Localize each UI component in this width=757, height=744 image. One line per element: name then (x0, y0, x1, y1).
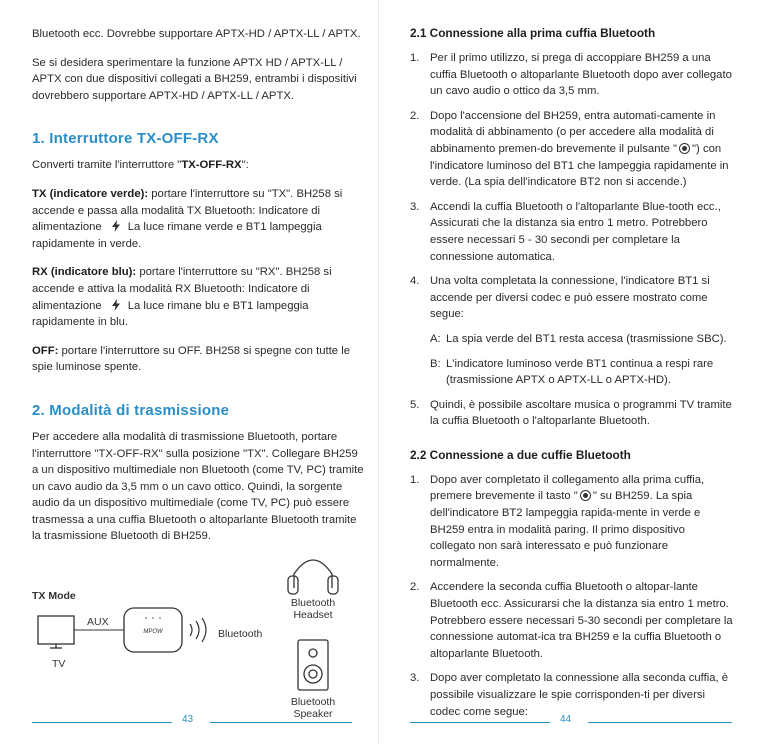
list-item (410, 670, 733, 720)
tx-label: TX (indicatore verde): (32, 187, 149, 200)
intro-paragraph-1: Bluetooth ecc. Dovrebbe supportare APTX-HD / APTX-LL / APTX. (32, 28, 361, 40)
sub-item-text: La spia verde del BT1 resta accesa (trasmissione SBC). (446, 332, 727, 345)
list-item (410, 108, 733, 191)
item-text: Dopo aver completato il collegamento alla prima cuffia, premere brevemente il tasto " (430, 473, 705, 503)
tx-text-2: La luce rimane verde e BT1 lampeggia rapidamente in verde. (32, 221, 322, 250)
sub-item-text: L'indicatore luminoso verde BT1 continua a respi rare (trasmissione APTX o APTX-LL o APTX-HD). (446, 357, 714, 387)
aux-label: AUX (87, 616, 109, 628)
speaker-label-1: Bluetooth (290, 696, 336, 708)
off-label: OFF: (32, 344, 59, 357)
speaker-icon (298, 640, 328, 690)
headphones-icon (288, 560, 338, 594)
item-number: 3. (410, 200, 420, 213)
bluetooth-label: Bluetooth (218, 628, 263, 640)
s1-intro-text: Converti tramite l'interruttore " (32, 159, 182, 172)
pairing-button-icon (580, 490, 591, 501)
list-item (410, 273, 733, 389)
item-number: 2. (410, 109, 420, 122)
right-page (378, 0, 757, 744)
item-text-2: " su BH259. La spia dell'indicatore BT2 lampeggia rapida-mente in verde e BH259 entra in modalità paring. Il primo dispositivo collegato non sarà interessato e può funzionare normalmente. (430, 490, 701, 569)
pairing-button-icon (679, 143, 690, 154)
right-footer (410, 714, 732, 730)
bluetooth-waves-icon (190, 618, 206, 642)
section-2-2-title: 2.2 Connessione a due cuffie Bluetooth (410, 447, 631, 462)
sub-item-label: A: (430, 332, 441, 345)
sub-item-a (430, 331, 733, 348)
item-text: Accendi la cuffia Bluetooth o l'altoparlante Blue-tooth ecc., Assicurati che la distanza sia entro 1 metro. Potrebbero essere necessari 5 - 30 secondi per completare la connessione automatica. (430, 200, 721, 263)
transmitter-icon (124, 608, 182, 652)
s1-intro-end: ": (241, 159, 249, 172)
left-footer (32, 714, 352, 730)
tx-mode-label: TX Mode (32, 590, 76, 602)
tv-label: TV (52, 658, 66, 670)
footer-line (210, 722, 352, 723)
headset-label-1: Bluetooth (290, 597, 336, 609)
speaker-label-2: Speaker (293, 708, 333, 720)
rx-label: RX (indicatore blu): (32, 266, 137, 279)
footer-line (32, 722, 172, 723)
section-1-title: 1. Interruttore TX-OFF-RX (32, 130, 219, 148)
section-2-title: 2. Modalità di trasmissione (32, 401, 230, 419)
section-1-intro (32, 157, 364, 174)
lightning-bolt-icon (110, 299, 122, 311)
brand-label: MPOW (143, 629, 163, 635)
intro-paragraph-2: Se si desidera sperimentare la funzione APTX HD / APTX-LL / APTX con due dispositivi collegati a BH259, entrambi i dispositivi dovrebbero supportare APTX-HD / APTX-LL / APTX. (32, 56, 357, 102)
page-number-left: 43 (182, 714, 194, 725)
item-text: Accendere la seconda cuffia Bluetooth o altopar-lante Bluetooth ecc. Assicurarsi che la distanza sia entro 1 metro. Potrebbero essere necessari 5-30 secondi per completare la connessione automat-ica tra BH259 e la cuffia Bluetooth o altoparlante Bluetooth. (430, 581, 733, 660)
list-item (410, 579, 733, 662)
item-number: 1. (410, 473, 420, 486)
item-number: 3. (410, 672, 420, 685)
section-2-text: Per accedere alla modalità di trasmissione Bluetooth, portare l'interruttore "TX-OFF-RX" sulla posizione "TX". Collegare BH259 a un dispositivo multimediale non Bluetooth (come TV, PC) tramite un cavo audio da 3,5 mm o un cavo ottico. Quindi, la sorgente audio da un dispositivo multimediale (come TV, PC) può essere trasmessa a una cuffia Bluetooth o altoparlante Bluetooth tramite la trasmissione Bluetooth di BH259. (32, 430, 364, 543)
item-text: Per il primo utilizzo, si prega di accoppiare BH259 a una cuffia Bluetooth o altoparlante Bluetooth dopo aver collegato un cavo audio o ottico da 3,5 mm. (430, 52, 732, 98)
off-paragraph (32, 343, 364, 376)
rx-text: portare l'interruttore su "RX". BH258 si accende e attiva la modalità RX Bluetooth: Indicatore di alimentazione (32, 266, 332, 312)
list-item (410, 50, 733, 100)
item-text-2: ") con l'indicatore luminoso del BT1 che lampeggia rapidamente in verde. (La spia dell'indicatore BT2 non si accende.) (430, 142, 729, 189)
footer-line (588, 722, 732, 723)
item-text: Dopo l'accensione del BH259, entra automati-camente in modalità di abbinamento (o per accedere alla modalità di abbinamento premen-do brevemente il pulsante " (430, 109, 716, 155)
steps-list-2-2 (410, 472, 733, 720)
section-2-1-title: 2.1 Connessione alla prima cuffia Bluetooth (410, 26, 656, 40)
sub-item-label: B: (430, 357, 441, 370)
list-item (410, 472, 733, 572)
steps-list-2-1 (410, 50, 733, 430)
list-item (410, 199, 733, 265)
tx-mode-diagram (32, 548, 362, 728)
s1-switch-name: TX-OFF-RX (181, 159, 242, 172)
page-number-right: 44 (560, 714, 572, 725)
tx-paragraph (32, 186, 364, 252)
item-number: 5. (410, 398, 420, 411)
rx-paragraph (32, 264, 364, 330)
diagram-graphics (32, 548, 362, 728)
tx-text: portare l'interruttore su "TX". BH258 si accende e passa alla modalità TX Bluetooth: Indicatore di alimentazione (32, 187, 343, 234)
footer-line (410, 722, 550, 723)
item-number: 2. (410, 581, 420, 594)
item-number: 1. (410, 52, 420, 64)
item-text: Quindi, è possibile ascoltare musica o programmi TV tramite la cuffia Bluetooth o l'altoparlante Bluetooth. (430, 398, 732, 428)
rx-text-2: La luce rimane blu e BT1 lampeggia rapidamente in blu. (32, 299, 309, 329)
off-text: portare l'interruttore su OFF. BH258 si spegne con tutte le spie luminose spente. (32, 344, 350, 374)
item-text: Dopo aver completato la connessione alla seconda cuffia, è possibile visualizzare le spie corrisponden-ti per diversi codec come segue: (430, 672, 729, 718)
headset-label-2: Headset (293, 609, 333, 621)
item-number: 4. (410, 275, 420, 288)
item-text: Una volta completata la connessione, l'indicatore BT1 si accende per diversi codec e può essere mostrato come segue: (430, 275, 710, 321)
list-item (410, 397, 733, 430)
lightning-bolt-icon (110, 220, 122, 232)
sub-item-b (430, 356, 733, 389)
tv-icon (38, 616, 74, 648)
